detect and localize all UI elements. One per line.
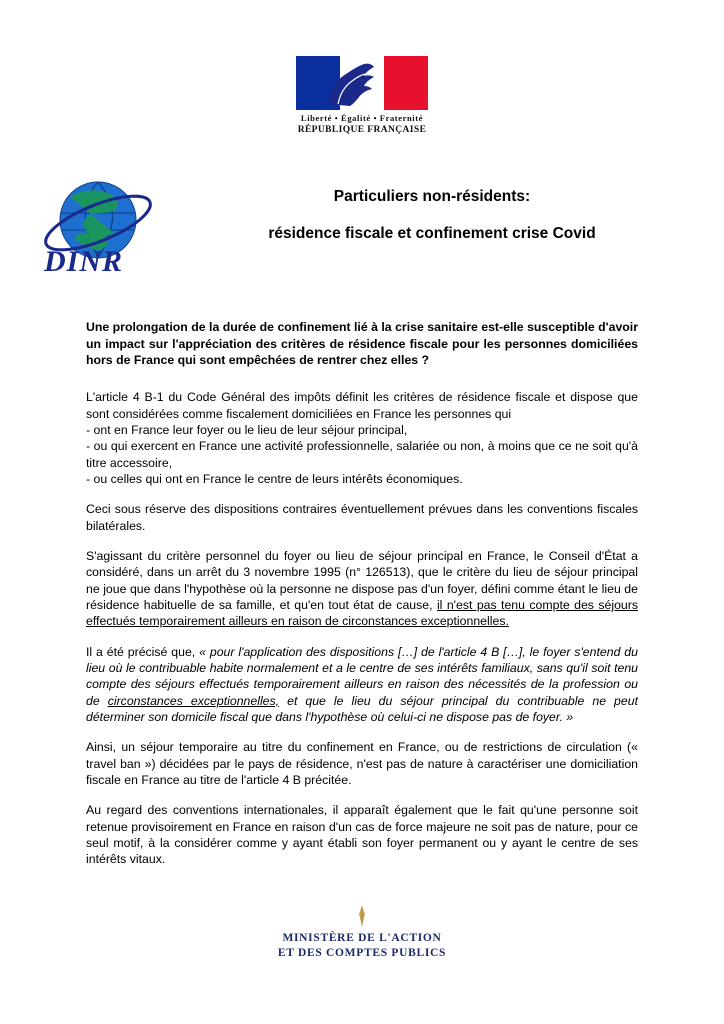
precision-intro: Il a été précisé que, [86, 644, 200, 659]
article-intro: L'article 4 B-1 du Code Général des impôts définit les critères de résidence fiscale et dispose que sont considérées comme fiscalement domiciliées en France les personnes qui [86, 390, 638, 421]
ministry-footer-line2: ET DES COMPTES PUBLICS [277, 946, 447, 959]
article-item-2: - ou qui exercent en France une activité professionnelle, salariée ou non, à moins que ce ne soit qu'à titre accessoire, [86, 439, 638, 470]
precision-quote-part2: et que le lieu du séjour principal du contribuable ne peut déterminer son domicile fiscal que dans l'hypothèse où celui-ci ne dispose pas de foyer. » [86, 693, 638, 724]
conseil-etat-text: S'agissant du critère personnel du foyer ou lieu de séjour principal en France, le Conseil d'État a considéré, dans un arrêt du 3 novembre 1995 (n° 126513), que le critère du lieu de séjour principal ne joue que dans l'hypothèse où la personne ne dispose pas d'un foyer, défini comme étant le lieu de résidence habituelle de sa famille, et qu'en tout état de cause, [86, 548, 638, 612]
precision-quote-underlined: circonstances exceptionnelles, [107, 693, 280, 708]
paragraph-conseil-etat [86, 548, 638, 630]
flag-band-red [384, 56, 428, 110]
ministry-footer-line1: MINISTÈRE DE L'ACTION [282, 932, 442, 945]
page-title-line1: Particuliers non-résidents: [333, 188, 531, 205]
marianne-flag-icon [296, 56, 428, 110]
page-title [200, 185, 664, 246]
precision-quote-part1: « pour l'application des dispositions […] de l'article 4 B […], le foyer s'entend du lieu où le contribuable habite normalement et a le centre de ses intérêts familiaux, sans qu'il soit tenu compte des séjours effectués temporairement ailleurs en raison des nécessités de la profession ou de [86, 644, 638, 708]
page-title-line2: résidence fiscale et confinement crise Covid [268, 225, 596, 243]
header-republique: RÉPUBLIQUE FRANÇAISE [297, 125, 427, 135]
paragraph-sejour-temporaire: Ainsi, un séjour temporaire au titre du confinement en France, ou de restrictions de circulation (« travel ban ») décidées par le pays de résidence, n'est pas de nature à caractériser une domiciliation fiscale en France au titre de l'article 4 B précitée. [86, 740, 638, 788]
paragraph-precision [86, 644, 638, 726]
government-header [0, 0, 724, 135]
paragraph-conventions-internationales: Au regard des conventions internationales, il apparaît également que le fait qu'une personne soit retenue provisoirement en France en raison d'un cas de force majeure ne soit pas de nature, pour ce seul motif, à la considérer comme y ayant établi son foyer permanent ou y ayant le centre de ses intérêts vitaux. [86, 803, 638, 867]
title-row [0, 175, 724, 285]
article-intro-block [86, 389, 638, 487]
conseil-etat-underlined: il n'est pas tenu compte des séjours effectués temporairement ailleurs en raison de circonstances exceptionnelles. [86, 597, 638, 629]
header-devise: Liberté • Égalité • Fraternité [300, 113, 424, 123]
lead-question: Une prolongation de la durée de confinement lié à la crise sanitaire est-elle susceptible d'avoir un impact sur l'appréciation des critères de résidence fiscale pour les personnes domiciliées hors de France qui sont empêchées de rentrer chez elles ? [86, 320, 638, 368]
marianne-profile-icon [318, 60, 384, 106]
ministry-mark-icon [349, 905, 375, 927]
article-item-3: - ou celles qui ont en France le centre de leurs intérêts économiques. [86, 471, 463, 486]
document-body [0, 319, 724, 868]
dinr-logo-text: DINR [44, 245, 124, 278]
article-item-1: - ont en France leur foyer ou le lieu de leur séjour principal, [86, 422, 408, 437]
paragraph-conventions: Ceci sous réserve des dispositions contraires éventuellement prévues dans les conventions fiscales bilatérales. [86, 502, 638, 533]
ministry-footer [0, 905, 724, 960]
